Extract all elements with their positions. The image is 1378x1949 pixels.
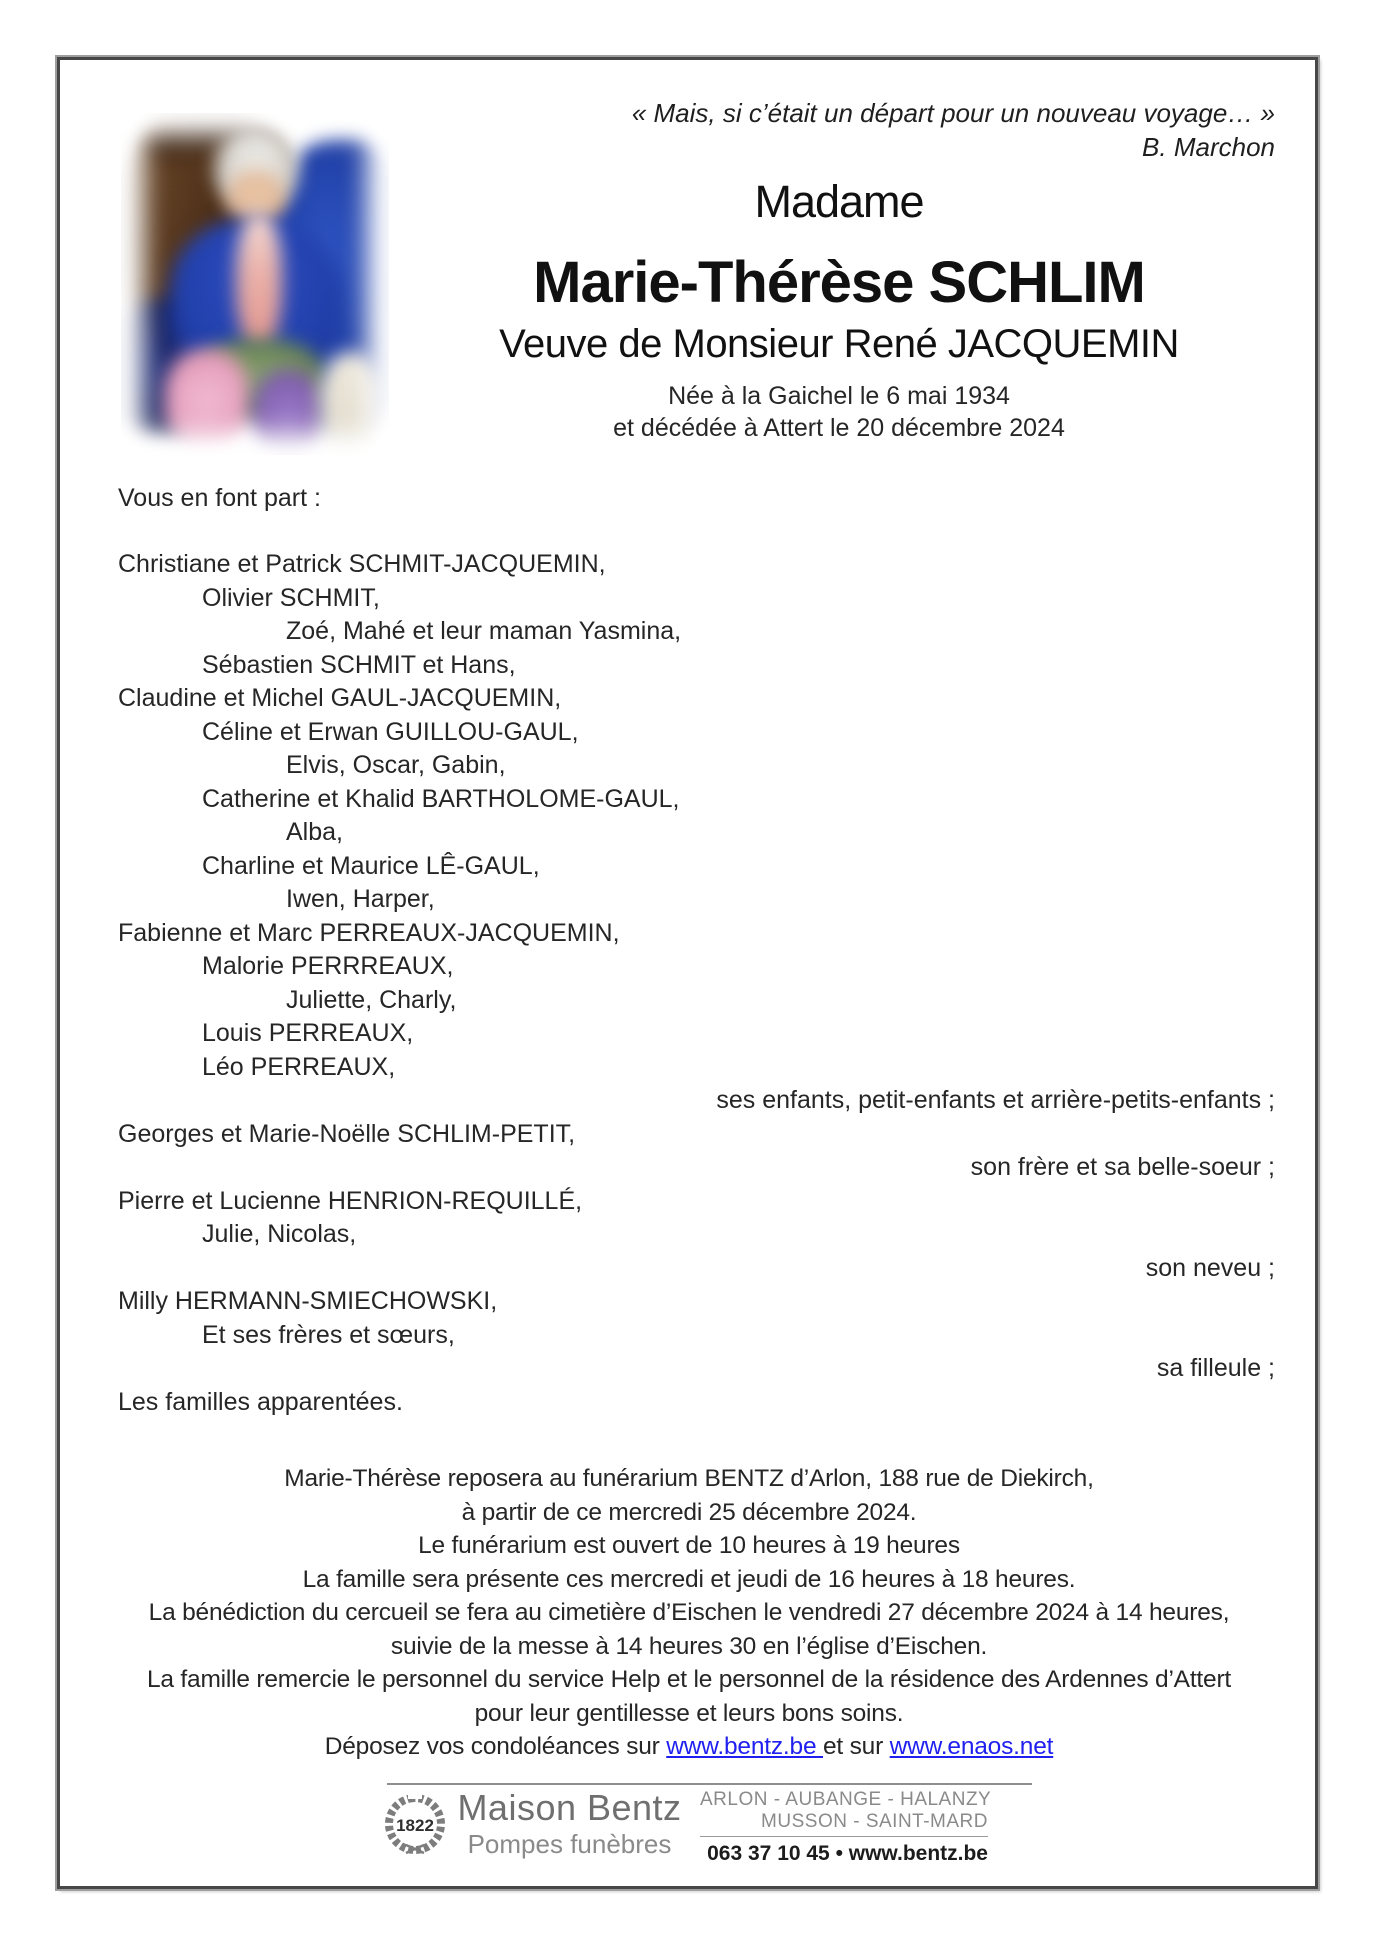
bentz-website-link[interactable]: www.bentz.be (666, 1733, 823, 1760)
photo-bouquet-wrap (319, 352, 383, 455)
family-line: Louis PERREAUX, (202, 1019, 414, 1047)
ceremony-details (100, 1462, 1278, 1764)
ceremony-line: La famille sera présente ces mercredi et jeudi de 16 heures à 18 heures. (302, 1565, 1076, 1593)
death-line: et décédée à Attert le 20 décembre 2024 (613, 414, 1065, 442)
family-line: Alba, (286, 818, 343, 846)
family-line: Céline et Erwan GUILLOU-GAUL, (202, 717, 579, 746)
enaos-website-link[interactable]: www.enaos.net (889, 1733, 1054, 1760)
portrait-photo (121, 113, 389, 455)
photo-pink-roses (164, 349, 250, 452)
family-line: Olivier SCHMIT, (202, 583, 380, 612)
family-line: Georges et Marie-Noëlle SCHLIM-PETIT, (118, 1119, 576, 1148)
family-line: Charline et Maurice LÊ-GAUL, (202, 851, 540, 880)
condolence-prefix: Déposez vos condoléances sur (324, 1733, 667, 1760)
brand-name: Maison Bentz (457, 1787, 682, 1828)
footer-divider-line (387, 1783, 1032, 1785)
brand-tagline: Pompes funèbres (467, 1829, 672, 1859)
relation-line: sa filleule ; (1156, 1354, 1275, 1382)
phone-and-website: 063 37 10 45 • www.bentz.be (700, 1836, 988, 1867)
birth-line: Née à la Gaichel le 6 mai 1934 (668, 382, 1010, 410)
quote-text: « Mais, si c’était un départ pour un nouveau voyage… » (631, 98, 1275, 128)
family-line: Claudine et Michel GAUL-JACQUEMIN, (118, 684, 562, 712)
ceremony-line: La famille remercie le personnel du service Help et le personnel de la résidence des Ardennes d’Attert (146, 1666, 1232, 1693)
announcement-intro: Vous en font part : (118, 484, 321, 512)
family-line: Juliette, Charly, (286, 985, 457, 1014)
relation-line: son frère et sa belle-soeur ; (970, 1153, 1275, 1181)
locations-line-1: ARLON - AUBANGE - HALANZY (700, 1789, 992, 1810)
quote-block (420, 96, 1275, 164)
title-block (400, 178, 1278, 444)
deceased-name: Marie-Thérèse SCHLIM (533, 250, 1145, 315)
ceremony-line: Marie-Thérèse reposera au funérarium BENTZ d’Arlon, 188 rue de Diekirch, (284, 1465, 1094, 1492)
family-line: Fabienne et Marc PERREAUX-JACQUEMIN, (118, 918, 620, 947)
locations-column (700, 1789, 992, 1867)
family-line: Les familles apparentées. (118, 1387, 403, 1416)
ceremony-line: suivie de la messe à 14 heures 30 en l’église d’Eischen. (390, 1632, 988, 1660)
family-line: Catherine et Khalid BARTHOLOME-GAUL, (202, 784, 680, 813)
family-line: Et ses frères et sœurs, (202, 1320, 455, 1349)
ceremony-line: La bénédiction du cercueil se fera au cimetière d’Eischen le vendredi 27 décembre 2024 à 14 heures, (148, 1599, 1230, 1626)
quote-author: B. Marchon (1142, 132, 1275, 162)
honorific-title: Madame (754, 176, 924, 227)
family-list (118, 548, 1275, 1419)
family-line: Julie, Nicolas, (202, 1220, 357, 1248)
widow-line: Veuve de Monsieur René JACQUEMIN (499, 322, 1179, 366)
family-line: Léo PERREAUX, (202, 1052, 396, 1081)
photo-pink-scarf (236, 212, 282, 349)
family-line: Milly HERMANN-SMIECHOWSKI, (118, 1287, 498, 1315)
family-line: Iwen, Harper, (286, 885, 435, 913)
family-line: Malorie PERRREAUX, (202, 952, 454, 980)
wreath-year-text: 1822 (396, 1816, 434, 1835)
family-line: Christiane et Patrick SCHMIT-JACQUEMIN, (118, 550, 606, 578)
family-line: Elvis, Oscar, Gabin, (286, 751, 506, 779)
relation-line: ses enfants, petit-enfants et arrière-petits-enfants ; (716, 1086, 1275, 1114)
condolence-middle: et sur (822, 1733, 890, 1760)
family-line: Sébastien SCHMIT et Hans, (202, 650, 516, 679)
ceremony-line: à partir de ce mercredi 25 décembre 2024. (461, 1498, 917, 1526)
family-line: Zoé, Mahé et leur maman Yasmina, (286, 617, 682, 645)
brand-column (442, 1789, 697, 1859)
relation-line: son neveu ; (1145, 1253, 1275, 1282)
photo-purple-flowers (252, 370, 324, 456)
family-line: Pierre et Lucienne HENRION-REQUILLÉ, (118, 1186, 583, 1215)
locations-line-2: MUSSON - SAINT-MARD (761, 1811, 988, 1832)
condolence-line (100, 1730, 1278, 1764)
laurel-wreath-icon (382, 1789, 448, 1864)
ceremony-line: pour leur gentillesse et leurs bons soins. (474, 1699, 904, 1727)
ceremony-line: Le funérarium est ouvert de 10 heures à 19 heures (418, 1532, 960, 1559)
